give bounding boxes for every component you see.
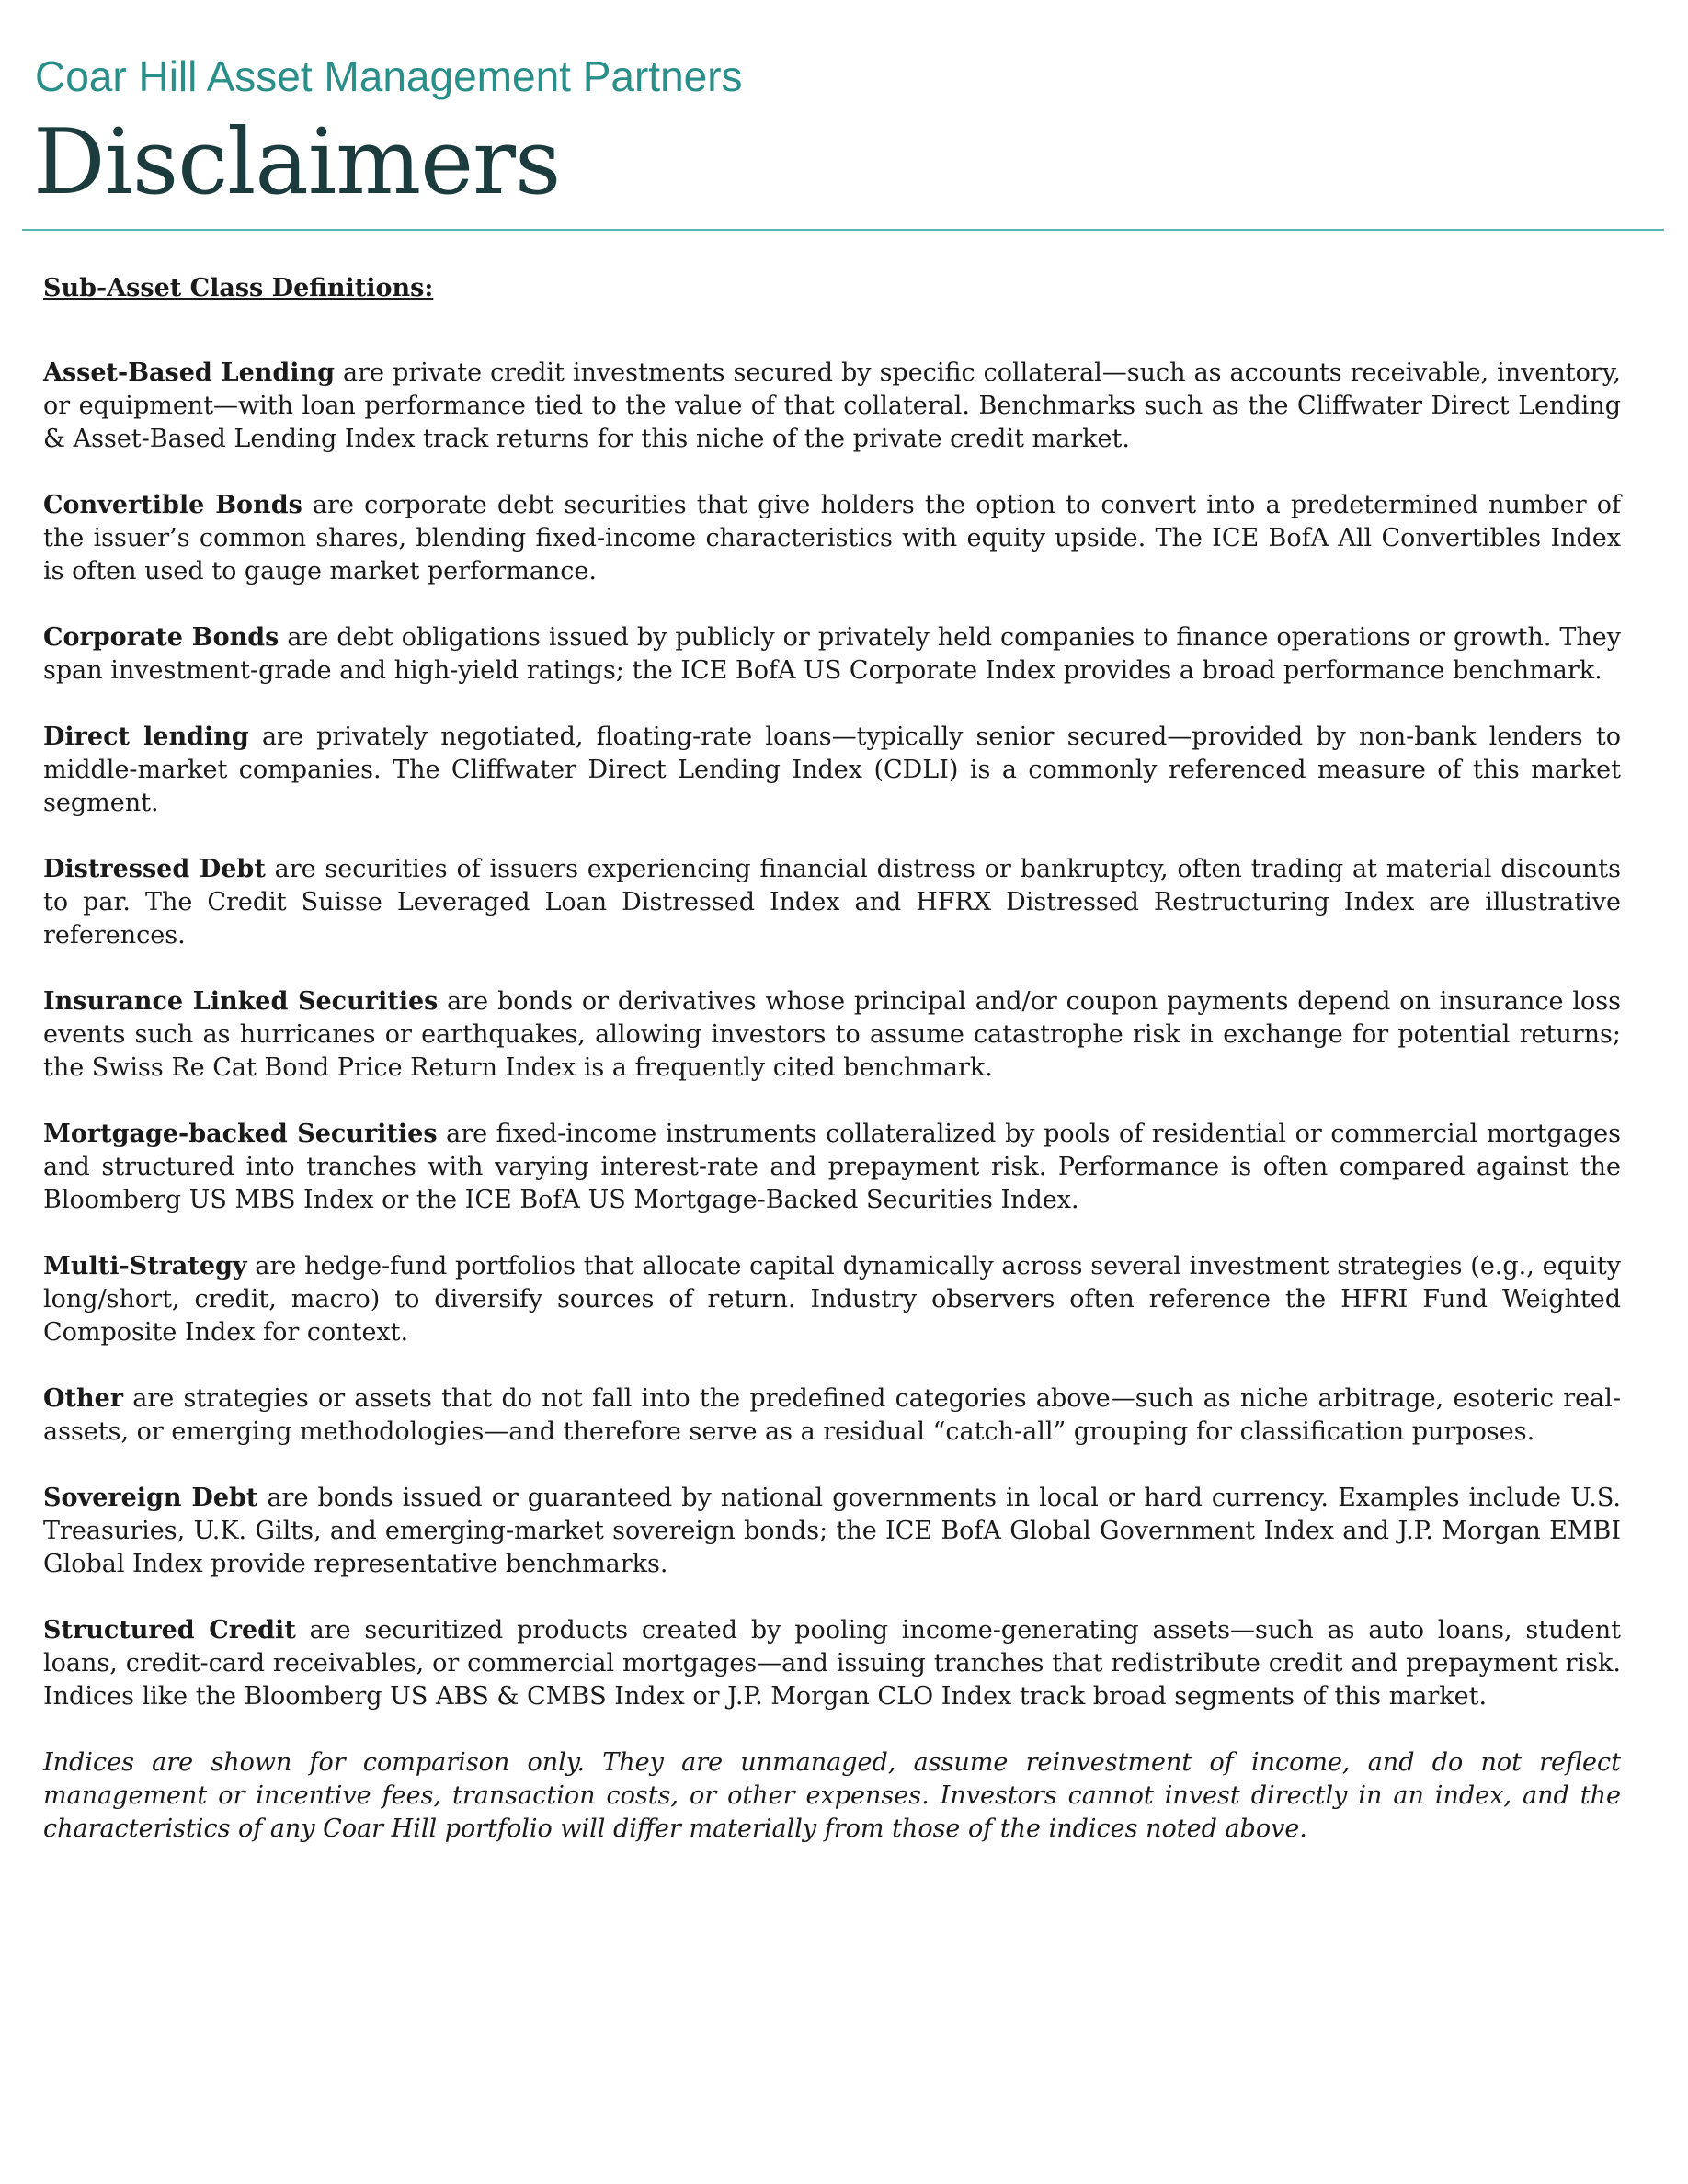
definition-text: are privately negotiated, floating-rate loans—typically senior secured—provided by non-bank lenders to middle-market companies. The Cliffwater Direct Lending Index (CDLI) is a commonly referenced measure of this market segment. xyxy=(43,722,1621,817)
disclaimer-content xyxy=(43,272,1621,1846)
definition-text: are corporate debt securities that give holders the option to convert into a predetermined number of the issuer’s common shares, blending fixed-income characteristics with equity upside. The ICE BofA All Convertibles Index is often used to gauge market performance. xyxy=(43,491,1622,586)
definition-structured-credit xyxy=(43,1614,1621,1713)
page-title: Disclaimers xyxy=(33,110,561,215)
index-disclaimer-note: Indices are shown for comparison only. They are unmanaged, assume reinvestment of income, and do not reflect management or incentive fees, transaction costs, or other expenses. Investors cannot invest directly in an index, and the characteristics of any Coar Hill portfolio will differ materially from those of the indices noted above. xyxy=(43,1748,1621,1843)
definition-text: are fixed-income instruments collateralized by pools of residential or commercial mortgages and structured into tranches with varying interest-rate and prepayment risk. Performance is often compared against the Bloomberg US MBS Index or the ICE BofA US Mortgage-Backed Securities Index. xyxy=(43,1120,1621,1214)
definition-term: Other xyxy=(43,1384,124,1413)
definition-other xyxy=(43,1382,1621,1449)
definition-distressed-debt xyxy=(43,853,1621,952)
definition-term: Multi-Strategy xyxy=(43,1252,247,1280)
definition-text: are securitized products created by pooling income-generating assets—such as auto loans, student loans, credit-card receivables, or commercial mortgages—and issuing tranches that redistribute credit and prepayment risk. Indices like the Bloomberg US ABS & CMBS Index or J.P. Morgan CLO Index track broad segments of this market. xyxy=(43,1616,1621,1711)
firm-name: Coar Hill Asset Management Partners xyxy=(35,52,743,100)
definition-term: Distressed Debt xyxy=(43,855,266,883)
definition-text: are debt obligations issued by publicly or privately held companies to finance operations or growth. They span investment-grade and high-yield ratings; the ICE BofA US Corporate Index provides a broad performance benchmark. xyxy=(43,623,1621,685)
definition-corporate-bonds xyxy=(43,621,1621,688)
definition-text: are strategies or assets that do not fall into the predefined categories above—such as niche arbitrage, esoteric real-assets, or emerging methodologies—and therefore serve as a residual “catch-all” grouping for classification purposes. xyxy=(43,1384,1621,1446)
definition-term: Structured Credit xyxy=(43,1616,296,1644)
definition-multi-strategy xyxy=(43,1250,1621,1349)
definition-term: Mortgage-backed Securities xyxy=(43,1120,438,1148)
definition-text: are hedge-fund portfolios that allocate capital dynamically across several investment strategies (e.g., equity long/short, credit, macro) to diversify sources of return. Industry observers often reference the HFRI Fund Weighted Composite Index for context. xyxy=(43,1252,1621,1347)
definition-term: Direct lending xyxy=(43,722,249,751)
definition-insurance-linked-securities xyxy=(43,985,1621,1085)
definition-term: Insurance Linked Securities xyxy=(43,987,439,1016)
definition-text: are private credit investments secured by specific collateral—such as accounts receivable, inventory, or equipment—with loan performance tied to the value of that collateral. Benchmarks such as the Cliffwater Direct Lending & Asset-Based Lending Index track returns for this niche of the private credit market. xyxy=(43,358,1621,453)
definition-mortgage-backed-securities xyxy=(43,1118,1621,1217)
definition-term: Convertible Bonds xyxy=(43,491,302,519)
definition-text: are bonds issued or guaranteed by national governments in local or hard currency. Examples include U.S. Treasuries, U.K. Gilts, and emerging-market sovereign bonds; the ICE BofA Global Government Index and J.P. Morgan EMBI Global Index provide representative benchmarks. xyxy=(43,1484,1621,1578)
definition-text: are securities of issuers experiencing financial distress or bankruptcy, often trading at material discounts to par. The Credit Suisse Leveraged Loan Distressed Index and HFRX Distressed Restructuring Index are illustrative references. xyxy=(43,855,1621,950)
header-divider xyxy=(22,229,1664,231)
definition-text: are bonds or derivatives whose principal and/or coupon payments depend on insurance loss events such as hurricanes or earthquakes, allowing investors to assume catastrophe risk in exchange for potential returns; the Swiss Re Cat Bond Price Return Index is a frequently cited benchmark. xyxy=(43,987,1621,1082)
definition-convertible-bonds xyxy=(43,489,1621,588)
definition-sovereign-debt xyxy=(43,1482,1621,1581)
definition-asset-based-lending xyxy=(43,357,1621,456)
definition-term: Sovereign Debt xyxy=(43,1484,258,1512)
definition-term: Asset-Based Lending xyxy=(43,358,336,387)
section-heading: Sub-Asset Class Definitions: xyxy=(43,274,434,302)
definition-term: Corporate Bonds xyxy=(43,623,279,652)
definition-direct-lending xyxy=(43,721,1621,820)
